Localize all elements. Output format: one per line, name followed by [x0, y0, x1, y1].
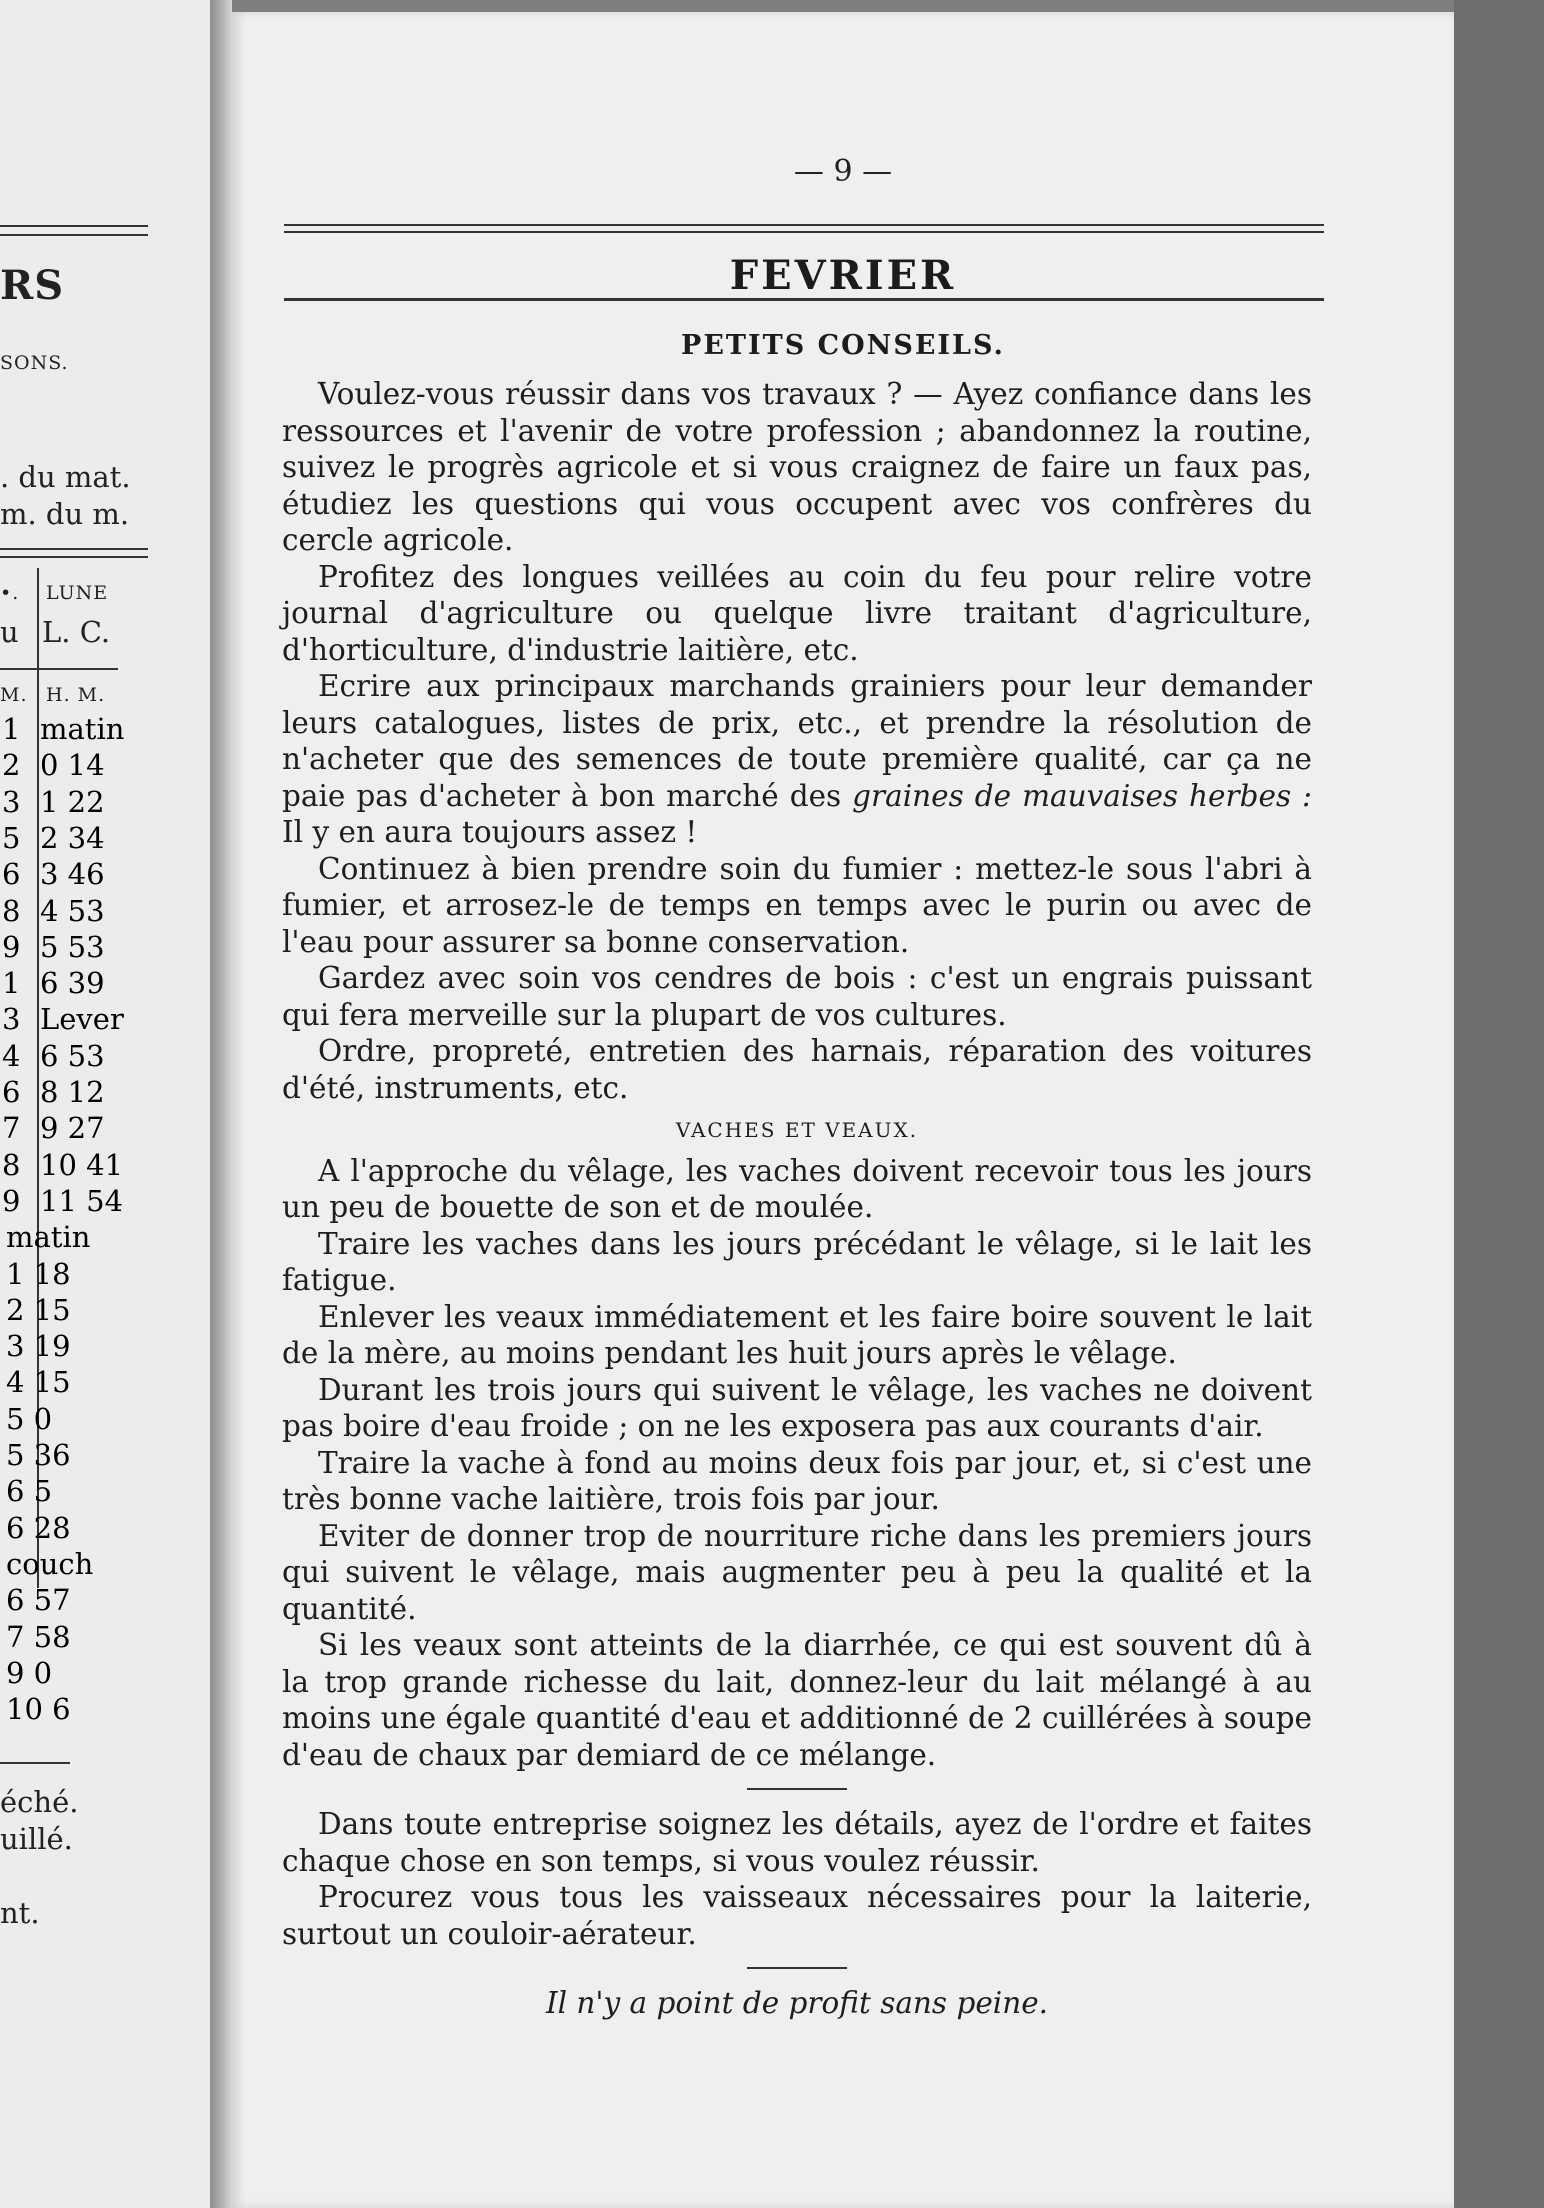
moon-time-cell: 7 58	[6, 1619, 71, 1654]
left-col-header-right-1: LUNE	[46, 582, 109, 604]
left-units-left: M.	[0, 684, 28, 706]
day-cell: 9	[2, 929, 21, 964]
moon-time-cell: 2 34	[40, 820, 105, 855]
header-rule-top	[284, 224, 1324, 226]
paragraph: Gardez avec soin vos cendres de bois : c'est un engrais puissant qui fera merveille sur la plupart de vos cultures.	[282, 961, 1312, 1032]
moon-time-cell: 9 27	[40, 1111, 105, 1146]
moon-time-cell: 6 53	[40, 1038, 105, 1073]
moon-time-cell: 5 0	[6, 1401, 53, 1436]
day-cell: 6	[2, 857, 21, 892]
page-number: — 9 —	[793, 154, 893, 189]
moon-time-cell: 4 53	[40, 893, 105, 928]
left-rule-top	[0, 225, 148, 227]
month-title: FEVRIER	[729, 252, 957, 299]
paragraph: Traire la vache à fond au moins deux fois par jour, et, si c'est une très bonne vache laitière, trois fois par jour.	[282, 1445, 1312, 1516]
closing-motto: Il n'y a point de profit sans peine.	[545, 1986, 1049, 2020]
paragraph-group-4	[282, 1806, 1312, 1952]
day-cell: 6	[2, 1075, 21, 1109]
moon-time-cell: 10 41	[40, 1147, 124, 1182]
left-rule-bottom	[0, 1762, 70, 1764]
day-cell: 5	[2, 820, 21, 855]
right-page	[232, 12, 1454, 2208]
paragraph: Profitez des longues veillées au coin du feu pour relire votre journal d'agriculture ou quelque livre traitant d'agriculture, d'horticulture, d'industrie laitière, etc.	[282, 559, 1312, 667]
moon-time-cell: 9 0	[6, 1655, 53, 1690]
section-title: PETITS CONSEILS.	[681, 330, 1005, 361]
moon-time-cell: 10 6	[6, 1692, 71, 1727]
left-footer-line-1: éché.	[0, 1785, 79, 1819]
paragraph-group-2	[282, 851, 1312, 1107]
left-col-header-left-1: •.	[0, 582, 20, 604]
day-cell: 3	[2, 1002, 21, 1037]
header-rule-top-2	[284, 231, 1324, 233]
moon-time-cell: 8 12	[40, 1075, 105, 1109]
day-cell: 1	[2, 712, 21, 746]
paragraph-group-3	[282, 1153, 1312, 1774]
separator-rule	[747, 1788, 847, 1790]
article-body	[282, 376, 1312, 2022]
moon-time-cell: couch	[6, 1546, 94, 1581]
left-time-line-1: . du mat.	[0, 460, 131, 494]
separator-rule-2	[747, 1967, 847, 1969]
paragraph: Continuez à bien prendre soin du fumier : mettez-le sous l'abri à fumier, et arrosez-le de temps en temps avec le purin ou avec de l'eau pour assurer sa bonne conservation.	[282, 851, 1312, 959]
moon-time-cell: 5 53	[40, 929, 105, 964]
moon-time-cell: 1 22	[40, 784, 105, 819]
moon-time-cell: 5 36	[6, 1438, 71, 1472]
left-rule-mid-2	[0, 556, 148, 558]
moon-time-cell: matin	[40, 712, 125, 746]
paragraph: A l'approche du vêlage, les vaches doivent recevoir tous les jours un peu de bouette de son et de moulée.	[282, 1153, 1312, 1224]
left-footer-line-3: nt.	[0, 1896, 40, 1930]
paragraph: Dans toute entreprise soignez les détails, ayez de l'ordre et faites chaque chose en son temps, si vous voulez réussir.	[282, 1807, 1312, 1878]
header-rule-bottom	[284, 298, 1324, 301]
day-cell: 8	[2, 893, 21, 928]
paragraph: Traire les vaches dans les jours précédant le vêlage, si le lait les fatigue.	[282, 1226, 1312, 1297]
moon-time-cell: 6 28	[6, 1510, 71, 1545]
day-cell: 4	[2, 1038, 21, 1073]
day-cell: 9	[2, 1183, 21, 1218]
left-col-header-left-2: u	[0, 615, 19, 649]
moon-time-cell: 6 5	[6, 1474, 53, 1509]
paragraph: Si les veaux sont atteints de la diarrhée, ce qui est souvent dû à la trop grande richesse du lait, donnez-leur du lait mélangé à au moins une égale quantité d'eau et additionné de 2 cuillérées à soupe d'eau de chaux par demiard de ce mélange.	[282, 1628, 1312, 1772]
paragraph: Procurez vous tous les vaisseaux nécessaires pour la laiterie, surtout un couloir-aérateur.	[282, 1880, 1312, 1951]
catalog-text-before: Ecrire aux principaux marchands grainiers pour leur demander leurs catalogues, listes de prix, etc., et prendre la résolution de n'acheter que des semences de toute première qualité, car ça ne paie pas d'acheter à bon marché des	[282, 669, 1312, 813]
paragraph: Ordre, propreté, entretien des harnais, réparation des voitures d'été, instruments, etc.	[282, 1034, 1312, 1105]
moon-time-cell: 3 46	[40, 857, 105, 892]
day-cell: 1	[2, 966, 21, 1001]
page-gutter	[210, 0, 232, 2208]
moon-time-cell: 4 15	[6, 1365, 71, 1400]
day-cell: 8	[2, 1147, 21, 1182]
moon-time-cell: 2 15	[6, 1292, 71, 1327]
left-rule-units	[0, 668, 118, 670]
paragraph-catalogues	[282, 668, 1312, 851]
moon-time-cell: 0 14	[40, 748, 105, 783]
moon-time-cell: 3 19	[6, 1329, 71, 1364]
page-edge	[1454, 0, 1544, 2208]
left-rule-mid	[0, 548, 148, 550]
moon-time-cell: Lever	[40, 1002, 124, 1037]
left-subheading-fragment: SONS.	[0, 352, 69, 374]
day-cell: 3	[2, 784, 21, 819]
paragraph-group-1	[282, 376, 1312, 668]
day-cell: 7	[2, 1111, 21, 1146]
paragraph: Durant les trois jours qui suivent le vêlage, les vaches ne doivent pas boire d'eau froide ; on ne les exposera pas aux courants d'air.	[282, 1372, 1312, 1443]
catalog-text-italic: graines de mauvaises herbes :	[852, 778, 1312, 813]
catalog-text-after: Il y en aura toujours assez !	[282, 815, 698, 849]
left-time-line-2: m. du m.	[0, 497, 130, 531]
subheading-vaches-et-veaux: VACHES ET VEAUX.	[675, 1118, 919, 1142]
moon-time-cell: 11 54	[40, 1183, 124, 1218]
paragraph: Eviter de donner trop de nourriture riche dans les premiers jours qui suivent le vêlage, mais augmenter peu à peu la qualité et la quantité.	[282, 1518, 1312, 1626]
moon-time-cell: 6 39	[40, 966, 105, 1001]
left-rule-top-2	[0, 234, 148, 236]
left-page-fragment	[0, 0, 210, 2208]
day-cell: 2	[2, 748, 21, 783]
left-units-right: H. M.	[46, 684, 106, 706]
paragraph: Voulez-vous réussir dans vos travaux ? — Ayez confiance dans les ressources et l'avenir de votre profession ; abandonnez la routine, suivez le progrès agricole et si vous craignez de faire un faux pas, étudiez les questions qui vous occupent avec vos confrères du cercle agricole.	[282, 377, 1312, 557]
paragraph: Enlever les veaux immédiatement et les faire boire souvent le lait de la mère, au moins pendant les huit jours après le vêlage.	[282, 1299, 1312, 1370]
moon-time-cell: matin	[6, 1220, 91, 1255]
moon-time-cell: 1 18	[6, 1256, 71, 1291]
left-footer-line-2: uillé.	[0, 1822, 73, 1856]
left-col-header-right-2: L. C.	[42, 615, 111, 649]
left-heading-fragment: RS	[0, 262, 65, 309]
moon-time-cell: 6 57	[6, 1583, 71, 1618]
